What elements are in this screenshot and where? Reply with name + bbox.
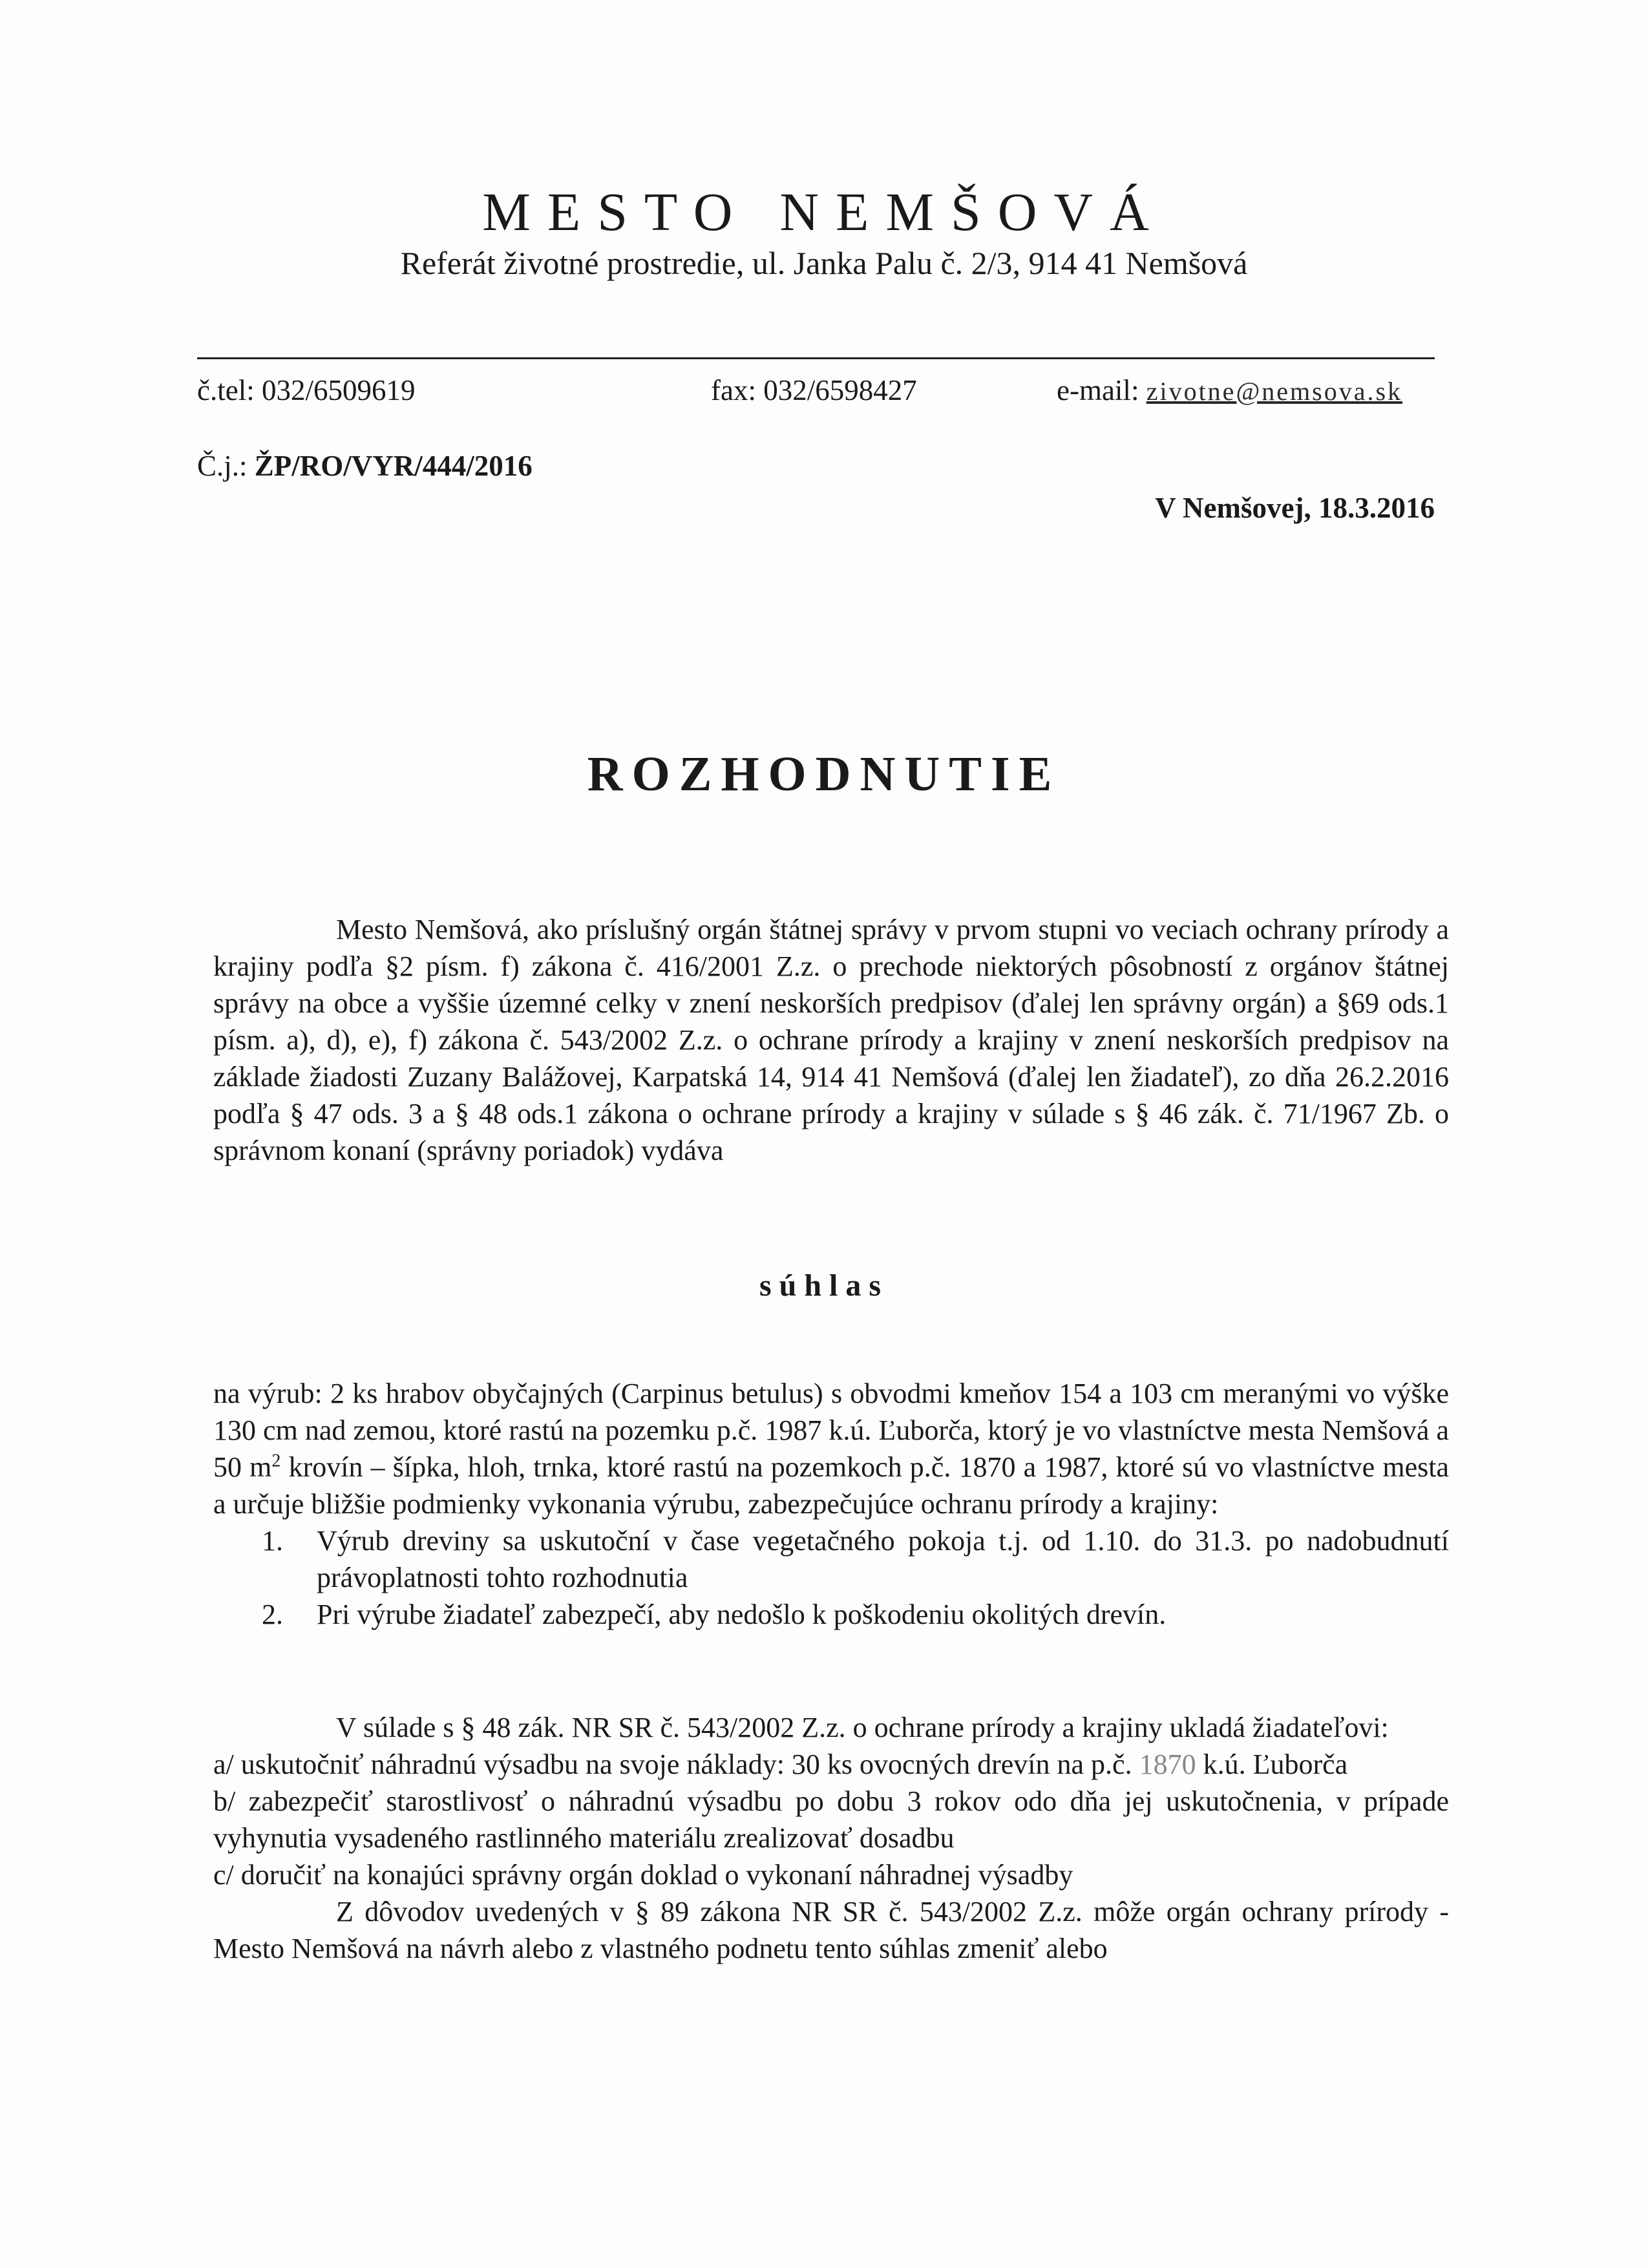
reference-number: [197, 449, 533, 483]
phone-number: č.tel: 032/6509619: [197, 374, 416, 406]
municipality-title: MESTO NEMŠOVÁ: [482, 182, 1166, 242]
consent-section: [213, 1375, 1449, 1633]
email-link[interactable]: zivotne@nemsova.sk: [1146, 377, 1403, 406]
condition-number: 2.: [262, 1599, 283, 1630]
condition-item: [262, 1522, 1449, 1596]
conditions-list: [213, 1522, 1449, 1633]
reference-label: Č.j.:: [197, 450, 255, 482]
obligation-a-cadastre: k.ú. Ľuborča: [1196, 1748, 1348, 1780]
header-divider: [197, 357, 1435, 359]
email-contact: [1057, 373, 1402, 407]
obligations-intro: V súlade s § 48 zák. NR SR č. 543/2002 Z.z. o ochrane prírody a krajiny ukladá žiadateľovi:: [336, 1712, 1389, 1743]
condition-item: [262, 1596, 1449, 1633]
condition-text: Pri výrube žiadateľ zabezpečí, aby nedošlo k poškodeniu okolitých drevín.: [317, 1599, 1167, 1630]
consent-text-a: na výrub: 2 ks hrabov obyčajných (Carpinus betulus) s obvodmi kmeňov 154 a 103 cm meranými vo výške 130 cm nad zemou, ktoré rastú na pozemku p.č. 1987 k.ú. Ľuborča, ktorý je vo vlastníctve mesta Nemšová a 50 m: [213, 1378, 1449, 1483]
fax-number: fax: 032/6598427: [711, 374, 917, 406]
obligation-b: b/ zabezpečiť starostlivosť o náhradnú výsadbu po dobu 3 rokov odo dňa jej uskutočnenia, v prípade vyhynutia vysadeného rastlinného materiálu zrealizovať dosadbu: [213, 1785, 1449, 1854]
email-label: e-mail:: [1057, 374, 1146, 406]
obligations-section: [213, 1709, 1449, 1967]
document-heading: ROZHODNUTIE: [587, 747, 1061, 801]
decision-word: súhlas: [759, 1268, 889, 1303]
condition-text: Výrub dreviny sa uskutoční v čase vegetačného pokoja t.j. od 1.10. do 31.3. po nadobudnutí právoplatnosti tohto rozhodnutia: [317, 1525, 1449, 1593]
closing-paragraph: Z dôvodov uvedených v § 89 zákona NR SR č. 543/2002 Z.z. môže orgán ochrany prírody - Mesto Nemšová na návrh alebo z vlastného podnetu tento súhlas zmeniť alebo: [213, 1896, 1449, 1964]
intro-paragraph: Mesto Nemšová, ako príslušný orgán štátnej správy v prvom stupni vo veciach ochrany prírody a krajiny podľa §2 písm. f) zákona č. 416/2001 Z.z. o prechode niektorých pôsobností z orgánov štátnej správy na obce a vyššie územné celky v znení neskorších predpisov (ďalej len správny orgán) a §69 ods.1 písm. a), d), e), f) zákona č. 543/2002 Z.z. o ochrane prírody a krajiny v znení neskorších predpisov na základe žiadosti Zuzany Balážovej, Karpatská 14, 914 41 Nemšová (ďalej len žiadateľ), zo dňa 26.2.2016 podľa § 47 ods. 3 a § 48 ods.1 zákona o ochrane prírody a krajiny v súlade s § 46 zák. č. 71/1967 Zb. o správnom konaní (správny poriadok) vydáva: [213, 914, 1449, 1166]
condition-number: 1.: [262, 1525, 283, 1557]
obligation-c: c/ doručiť na konajúci správny orgán doklad o vykonaní náhradnej výsadby: [213, 1859, 1073, 1891]
consent-text-b: krovín – šípka, hloh, trnka, ktoré rastú na pozemkoch p.č. 1870 a 1987, ktoré sú vo vlastníctve mesta a určuje bližšie podmienky vykonania výrubu, zabezpečujúce ochranu prírody a krajiny:: [213, 1451, 1449, 1520]
obligation-a-parcel: 1870: [1139, 1748, 1196, 1780]
reference-value: ŽP/RO/VYR/444/2016: [254, 450, 533, 482]
consent-paragraph: [213, 1375, 1449, 1522]
place-and-date: V Nemšovej, 18.3.2016: [1155, 492, 1435, 524]
department-address: Referát životné prostredie, ul. Janka Palu č. 2/3, 914 41 Nemšová: [400, 245, 1248, 281]
square-meter-exponent: 2: [271, 1451, 281, 1471]
obligation-a-text: a/ uskutočniť náhradnú výsadbu na svoje náklady: 30 ks ovocných drevín na p.č.: [213, 1748, 1139, 1780]
obligation-a: [213, 1746, 1449, 1783]
